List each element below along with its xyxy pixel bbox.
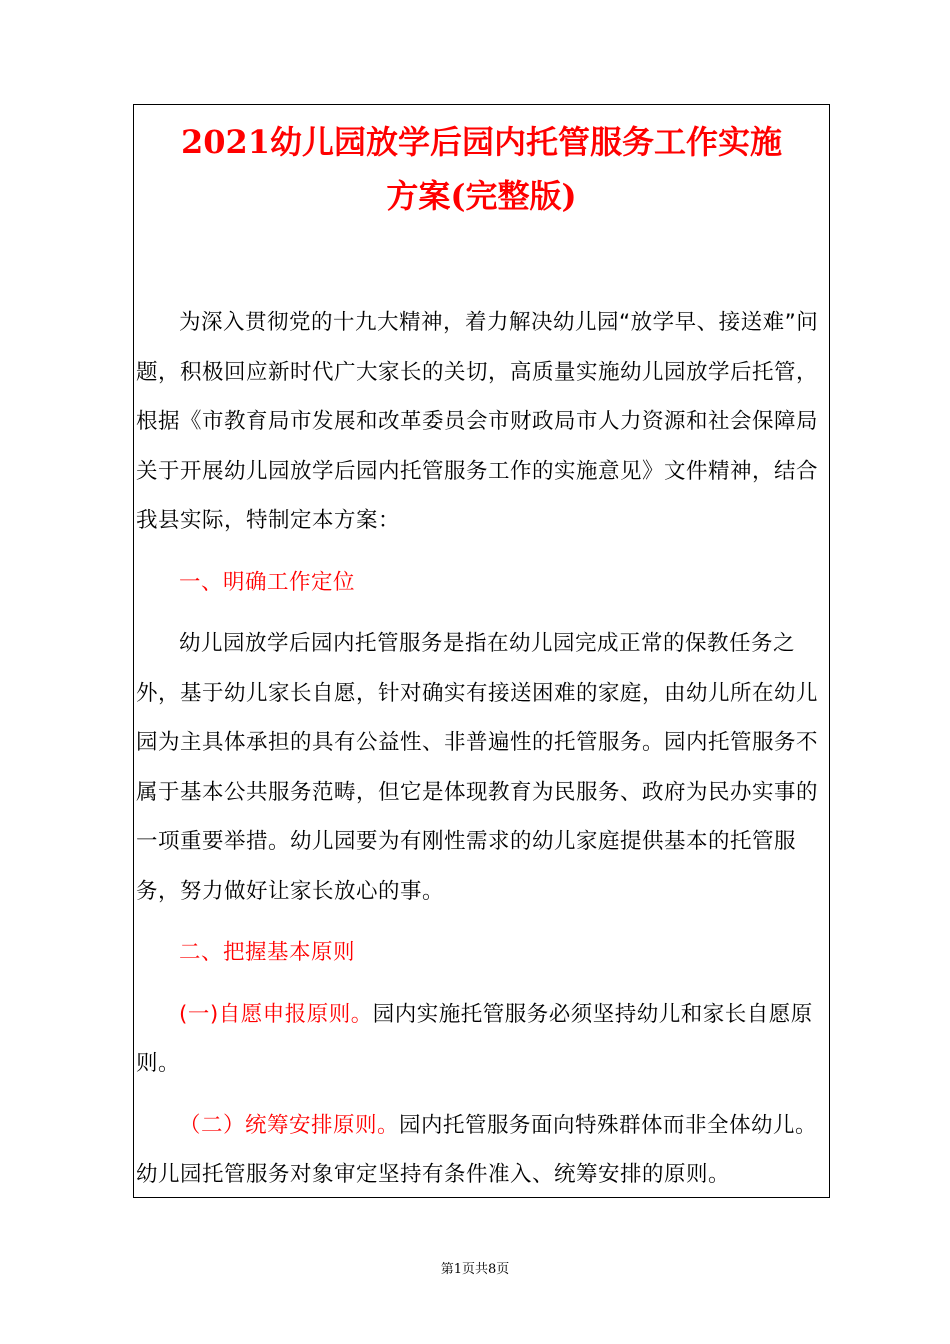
section-2-heading: 二、把握基本原则 [179, 940, 356, 965]
intro-paragraph: 为深入贯彻党的十九大精神，着力解决幼儿园“放学早、接送难”问题，积极回应新时代广大家长的关切，高质量实施幼儿园放学后托管，根据《市教育局市发展和改革委员会市财政局市人力资源和社会保障局关于开展幼儿园放学后园内托管服务工作的实施意见》文件精神，结合我县实际，特制定本方案： [136, 310, 819, 533]
title-line-2: 方案(完整版) [386, 177, 577, 215]
principle-2-label: （二）统筹安排原则。 [179, 1112, 400, 1138]
section-1-paragraph: 幼儿园放学后园内托管服务是指在幼儿园完成正常的保教任务之外，基于幼儿家长自愿，针对确实有接送困难的家庭，由幼儿所在幼儿园为主具体承担的具有公益性、非普遍性的托管服务。园内托管服务不属于基本公共服务范畴，但它是体现教育为民服务、政府为民办实事的一项重要举措。幼儿园要为有刚性需求的幼儿家庭提供基本的托管服务，努力做好让家长放心的事。 [136, 631, 819, 904]
page-footer [0, 1258, 950, 1277]
principle-1-paragraph [136, 990, 827, 1089]
principle-2-text: 园内托管服务面向特殊群体而非全体幼儿。幼儿园托管服务对象审定坚持有条件准入、统筹安排的原则。 [136, 1112, 818, 1187]
document-body [136, 298, 827, 1198]
section-1-heading: 一、明确工作定位 [179, 569, 356, 595]
principle-1-label: (一)自愿申报原则。 [179, 1001, 373, 1027]
document-frame [133, 104, 830, 1198]
page-number: 第1页共8页 [440, 1262, 510, 1277]
document-title [134, 115, 829, 223]
title-line-1: 2021幼儿园放学后园内托管服务工作实施 [180, 123, 783, 161]
principle-1-text: 园内实施托管服务必须坚持幼儿和家长自愿原则。 [136, 1001, 813, 1076]
principle-2-paragraph [136, 1101, 827, 1199]
